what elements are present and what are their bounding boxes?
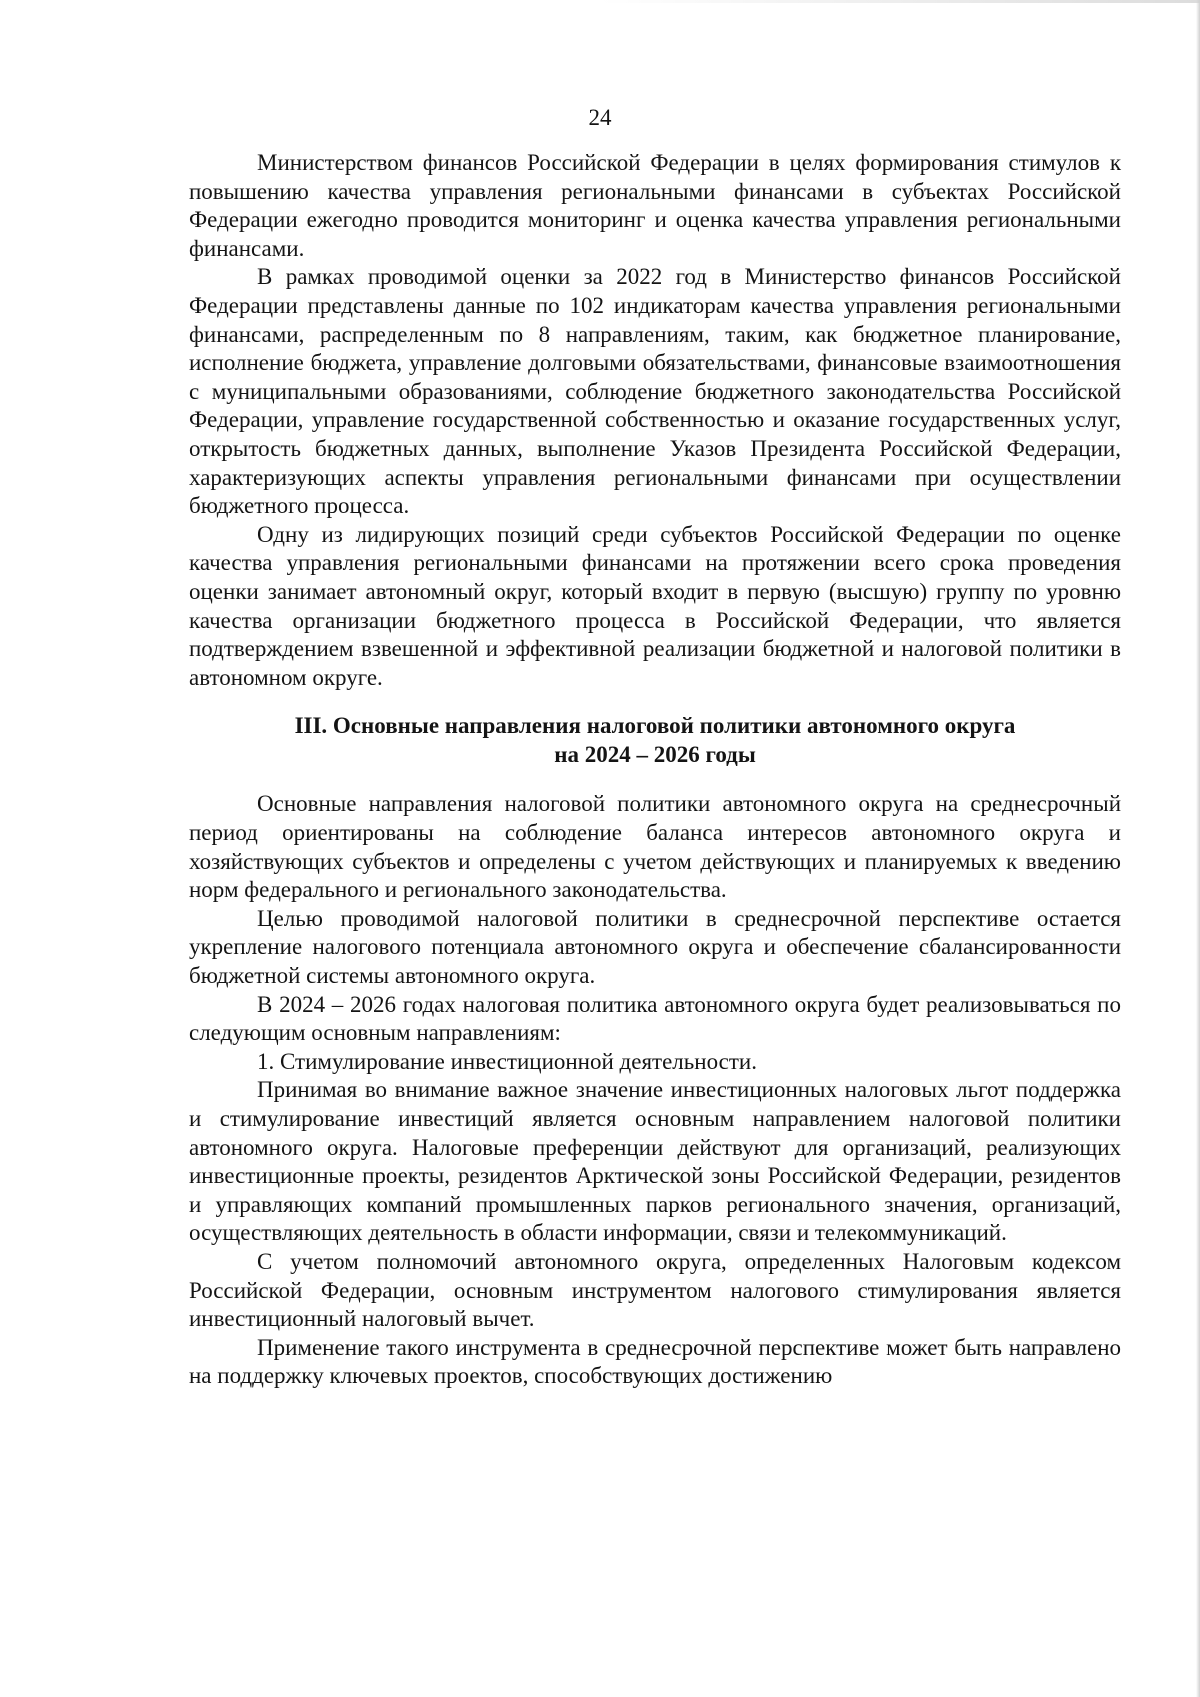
paragraph: Принимая во внимание важное значение инвестиционных налоговых льгот поддержка и стимулирование инвестиций является основным направлением налоговой политики автономного округа. Налоговые преференции действуют для организаций, реализующих инвестиционные проекты, резидентов Арктической зоны Российской Федерации, резидентов и управляющих компаний промышленных парков регионального значения, организаций, осуществляющих деятельность в области информации, связи и телекоммуникаций.	[189, 1077, 1121, 1246]
paragraph: Министерством финансов Российской Федерации в целях формирования стимулов к повышению качества управления региональными финансами в субъектах Российской Федерации ежегодно проводится мониторинг и оценка качества управления региональными финансами.	[189, 150, 1121, 261]
paragraph: В рамках проводимой оценки за 2022 год в Министерство финансов Российской Федерации представлены данные по 102 индикаторам качества управления региональными финансами, распределенным по 8 направлениям, таким, как бюджетное планирование, исполнение бюджета, управление долговыми обязательствами, финансовые взаимоотношения с муниципальными образованиями, соблюдение бюджетного законодательства Российской Федерации, управление государственной собственностью и оказание государственных услуг, открытость бюджетных данных, выполнение Указов Президента Российской Федерации, характеризующих аспекты управления региональными финансами при осуществлении бюджетного процесса.	[189, 264, 1121, 519]
document-body	[189, 149, 1121, 1391]
paragraph: С учетом полномочий автономного округа, определенных Налоговым кодексом Российской Федерации, основным инструментом налогового стимулирования является инвестиционный налоговый вычет.	[189, 1248, 1121, 1332]
section-heading-line-1: III. Основные направления налоговой политики автономного округа	[294, 713, 1016, 739]
paragraph: Основные направления налоговой политики автономного округа на среднесрочный период ориентированы на соблюдение баланса интересов автономного округа и хозяйствующих субъектов и определены с учетом действующих и планируемых к введению норм федерального и регионального законодательства.	[189, 791, 1121, 903]
paragraph: В 2024 – 2026 годах налоговая политика автономного округа будет реализовываться по следующим основным направлениям:	[189, 991, 1121, 1046]
paragraph: Применение такого инструмента в среднесрочной перспективе может быть направлено на поддержку ключевых проектов, способствующих достижению	[189, 1334, 1121, 1389]
section-heading-line-2: на 2024 – 2026 годы	[554, 741, 756, 767]
scan-edge-right	[1196, 0, 1200, 1697]
paragraph: Целью проводимой налоговой политики в среднесрочной перспективе остается укрепление налогового потенциала автономного округа и обеспечение сбалансированности бюджетной системы автономного округа.	[189, 905, 1121, 989]
scan-edge-top	[600, 0, 1200, 3]
section-heading	[189, 712, 1121, 769]
paragraph: Одну из лидирующих позиций среди субъектов Российской Федерации по оценке качества управления региональными финансами на протяжении всего срока проведения оценки занимает автономный округ, который входит в первую (высшую) группу по уровню качества организации бюджетного процесса в Российской Федерации, что является подтверждением взвешенной и эффективной реализации бюджетной и налоговой политики в автономном округе.	[189, 521, 1121, 690]
list-item: 1. Стимулирование инвестиционной деятельности.	[257, 1048, 757, 1074]
page-number: 24	[588, 105, 612, 130]
